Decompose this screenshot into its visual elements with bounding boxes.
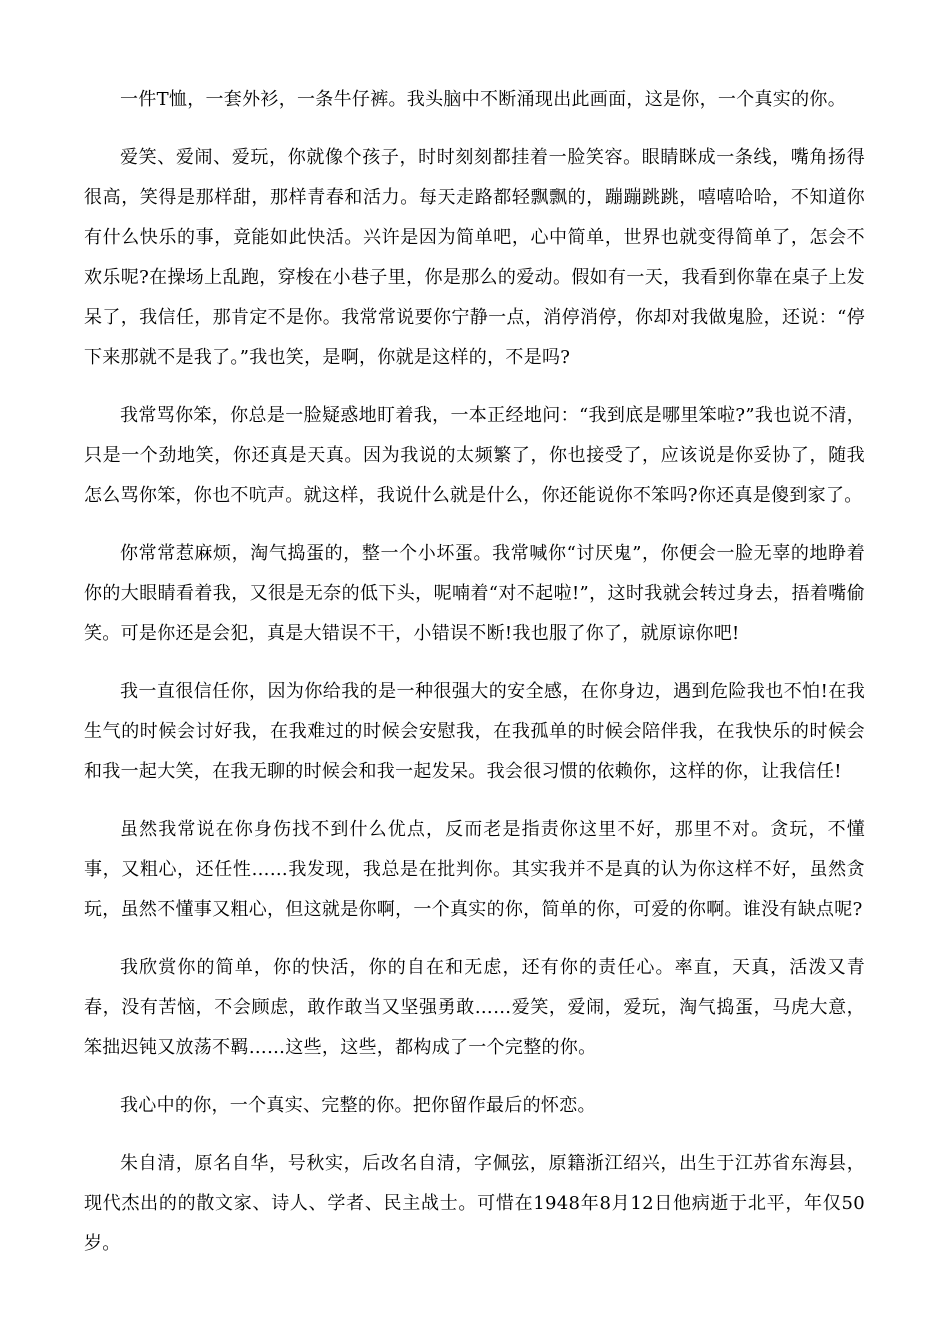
document-body <box>84 80 865 1264</box>
paragraph-3: 我常骂你笨，你总是一脸疑惑地盯着我，一本正经地问：“我到底是哪里笨啦?”我也说不清，只是一个劲地笑，你还真是天真。因为我说的太频繁了，你也接受了，应该说是你妥协了，随我怎么骂你笨，你也不吭声。就这样，我说什么就是什么，你还能说你不笨吗?你还真是傻到家了。 <box>84 405 865 506</box>
paragraph-2: 爱笑、爱闹、爱玩，你就像个孩子，时时刻刻都挂着一脸笑容。眼睛眯成一条线，嘴角扬得很高，笑得是那样甜，那样青春和活力。每天走路都轻飘飘的，蹦蹦跳跳，嘻嘻哈哈，不知道你有什么快乐的事，竟能如此快活。兴许是因为简单吧，心中简单，世界也就变得简单了，怎会不欢乐呢?在操场上乱跑，穿梭在小巷子里，你是那么的爱动。假如有一天，我看到你靠在桌子上发呆了，我信任，那肯定不是你。我常常说要你宁静一点，消停消停，你却对我做鬼脸，还说：“停下来那就不是我了。”我也笑，是啊，你就是这样的，不是吗? <box>84 147 865 368</box>
paragraph-1: 一件T恤，一套外衫，一条牛仔裤。我头脑中不断涌现出此画面，这是你，一个真实的你。 <box>120 89 847 110</box>
paragraph-5: 我一直很信任你，因为你给我的是一种很强大的安全感，在你身边，遇到危险我也不怕!在我生气的时候会讨好我，在我难过的时候会安慰我，在我孤单的时候会陪伴我，在我快乐的时候会和我一起大笑，在我无聊的时候会和我一起发呆。我会很习惯的依赖你，这样的你，让我信任! <box>84 681 865 782</box>
paragraph-7: 我欣赏你的简单，你的快活，你的自在和无虑，还有你的责任心。率直，天真，活泼又青春，没有苦恼，不会顾虑，敢作敢当又坚强勇敢……爱笑，爱闹，爱玩，淘气捣蛋，马虎大意，笨拙迟钝又放荡不羁……这些，这些，都构成了一个完整的你。 <box>84 957 865 1058</box>
paragraph-8: 我心中的你，一个真实、完整的你。把你留作最后的怀恋。 <box>120 1095 596 1116</box>
paragraph-4: 你常常惹麻烦，淘气捣蛋的，整一个小坏蛋。我常喊你“讨厌鬼”，你便会一脸无辜的地睁着你的大眼睛看着我，又很是无奈的低下头，呢喃着“对不起啦!”，这时我就会转过身去，捂着嘴偷笑。可是你还是会犯，真是大错误不干，小错误不断!我也服了你了，就原谅你吧! <box>84 543 865 644</box>
author-bio-paragraph: 朱自清，原名自华，号秋实，后改名自清，字佩弦，原籍浙江绍兴，出生于江苏省东海县，现代杰出的的散文家、诗人、学者、民主战士。可惜在1948年8月12日他病逝于北平，年仅50岁。 <box>84 1153 865 1254</box>
paragraph-6: 虽然我常说在你身伤找不到什么优点，反而老是指责你这里不好，那里不对。贪玩，不懂事，又粗心，还任性……我发现，我总是在批判你。其实我并不是真的认为你这样不好，虽然贪玩，虽然不懂事又粗心，但这就是你啊，一个真实的你，简单的你，可爱的你啊。谁没有缺点呢? <box>84 819 865 920</box>
